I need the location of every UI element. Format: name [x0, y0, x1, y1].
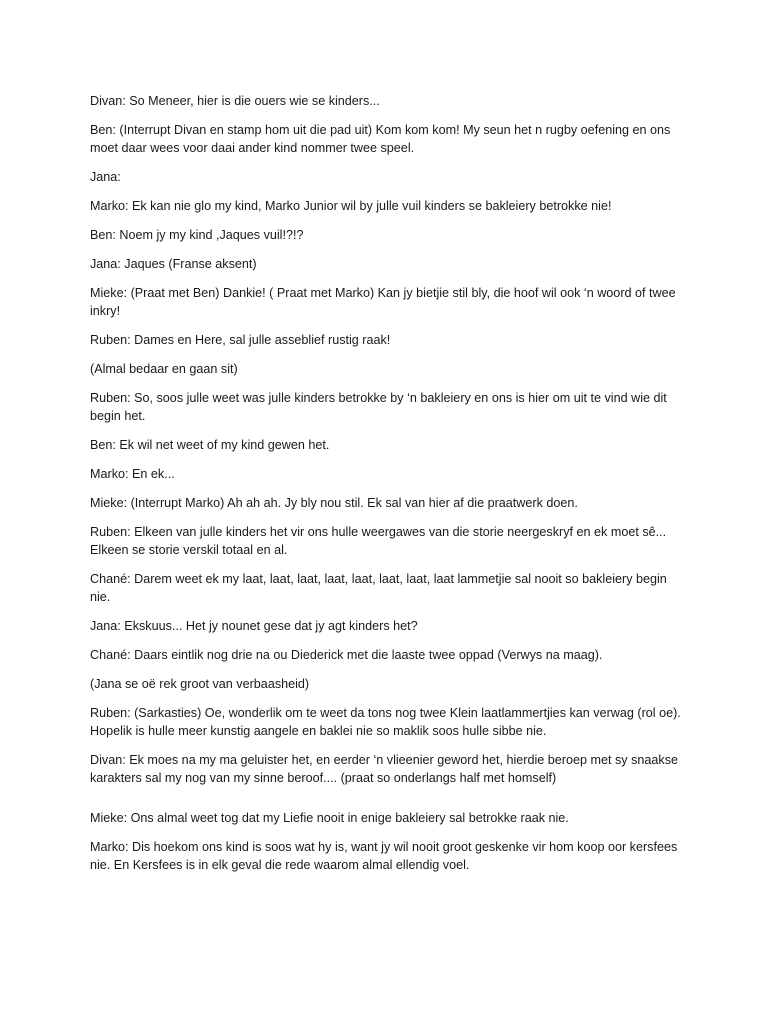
- dialogue-line: Ruben: Dames en Here, sal julle asseblief rustig raak!: [90, 333, 391, 347]
- dialogue-line: Mieke: (Praat met Ben) Dankie! ( Praat met Marko) Kan jy bietjie stil bly, die hoof wil ook ‘n woord of twee inkry!: [90, 286, 676, 318]
- dialogue-line: Jana:: [90, 170, 121, 184]
- dialogue-line: Ruben: (Sarkasties) Oe, wonderlik om te weet da tons nog twee Klein laatlammertjies kan verwag (rol oe). Hopelik is hulle meer kunstig aangele en baklei nie so maklik soos hulle sibbe nie.: [90, 706, 681, 738]
- dialogue-line: Chané: Darem weet ek my laat, laat, laat, laat, laat, laat, laat, laat lammetjie sal nooit so bakleiery begin nie.: [90, 572, 667, 604]
- dialogue-line: Ruben: Elkeen van julle kinders het vir ons hulle weergawes van die storie neergeskryf en ek moet sê... Elkeen se storie verskil totaal en al.: [90, 525, 667, 557]
- script-text: [90, 92, 690, 885]
- stage-direction: (Jana se oë rek groot van verbaasheid): [90, 677, 310, 691]
- dialogue-line: Jana: Jaques (Franse aksent): [90, 257, 257, 271]
- dialogue-line: Divan: Ek moes na my ma geluister het, en eerder ‘n vlieenier geword het, hierdie beroep met sy snaakse karakters sal my nog van my sinne beroof.... (praat so onderlangs half met homself): [90, 753, 679, 785]
- dialogue-line: Chané: Daars eintlik nog drie na ou Diederick met die laaste twee oppad (Verwys na maag).: [90, 648, 603, 662]
- dialogue-line: Mieke: (Interrupt Marko) Ah ah ah. Jy bly nou stil. Ek sal van hier af die praatwerk doen.: [90, 496, 578, 510]
- dialogue-line: Jana: Ekskuus... Het jy nounet gese dat jy agt kinders het?: [90, 619, 418, 633]
- dialogue-line: Marko: Ek kan nie glo my kind, Marko Junior wil by julle vuil kinders se bakleiery betrokke nie!: [90, 199, 612, 213]
- dialogue-line: Mieke: Ons almal weet tog dat my Liefie nooit in enige bakleiery sal betrokke raak nie.: [90, 811, 569, 825]
- stage-direction: (Almal bedaar en gaan sit): [90, 362, 238, 376]
- dialogue-line: Marko: Dis hoekom ons kind is soos wat hy is, want jy wil nooit groot geskenke vir hom koop oor kersfees nie. En Kersfees is in elk geval die rede waarom almal ellendig voel.: [90, 840, 678, 872]
- dialogue-line: Ben: Noem jy my kind ,Jaques vuil!?!?: [90, 228, 304, 242]
- dialogue-line: Ben: Ek wil net weet of my kind gewen het.: [90, 438, 330, 452]
- dialogue-line: Ruben: So, soos julle weet was julle kinders betrokke by ‘n bakleiery en ons is hier om uit te vind wie dit begin het.: [90, 391, 667, 423]
- dialogue-line: Divan: So Meneer, hier is die ouers wie se kinders...: [90, 94, 380, 108]
- dialogue-line: Ben: (Interrupt Divan en stamp hom uit die pad uit) Kom kom kom! My seun het n rugby oefening en ons moet daar wees voor daai ander kind nommer twee speel.: [90, 123, 671, 155]
- dialogue-line: Marko: En ek...: [90, 467, 175, 481]
